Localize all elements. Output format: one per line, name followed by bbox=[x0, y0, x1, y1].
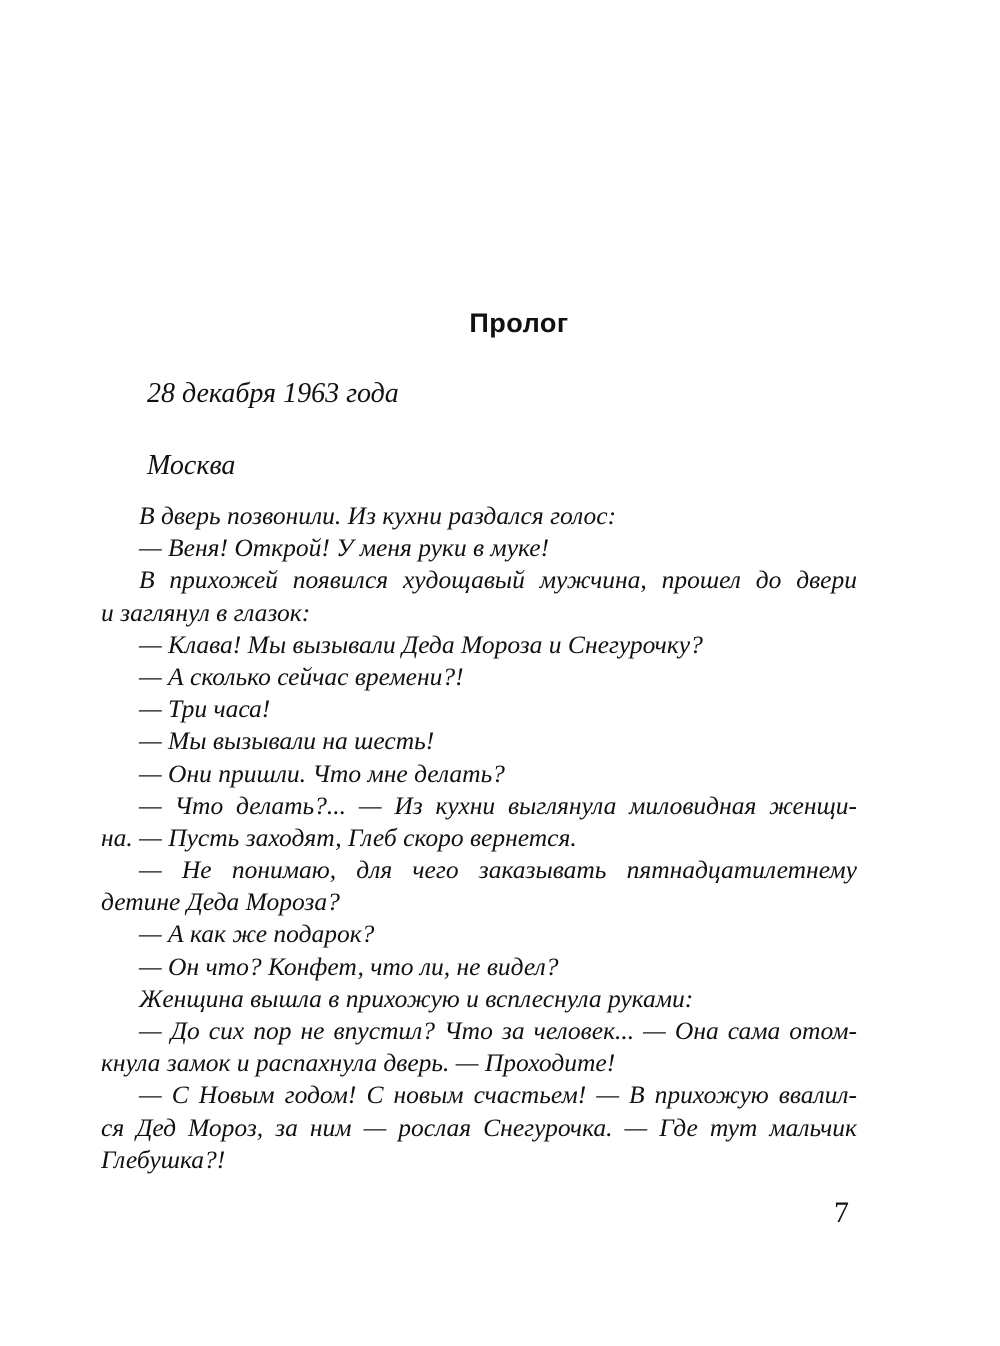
text-line: ся Дед Мороз, за ним — рослая Снегурочка. — Где тут мальчик bbox=[101, 1112, 857, 1142]
text-line: — Веня! Открой! У меня руки в муке! bbox=[139, 533, 550, 563]
text-line: детине Деда Мороза? bbox=[101, 887, 340, 917]
text-line: на. — Пусть заходят, Глеб скоро вернется. bbox=[101, 822, 577, 852]
text-line: — Не понимаю, для чего заказывать пятнадцатилетнему bbox=[139, 855, 857, 885]
text-line: В дверь позвонили. Из кухни раздался голос: bbox=[139, 501, 617, 530]
text-line: — Клава! Мы вызывали Деда Мороза и Снегурочку? bbox=[139, 629, 703, 659]
text-line: — А как же подарок? bbox=[139, 919, 375, 949]
dateline: 28 декабря 1963 года bbox=[147, 378, 399, 409]
chapter-title: Пролог bbox=[469, 308, 569, 338]
text-line: В прихожей появился худощавый мужчина, прошел до двери bbox=[139, 565, 857, 595]
place-line: Москва bbox=[147, 450, 236, 481]
text-line: Женщина вышла в прихожую и всплеснула руками: bbox=[139, 983, 694, 1013]
text-line: — С Новым годом! С новым счастьем! — В прихожую ввалил- bbox=[139, 1080, 857, 1110]
text-line: — Что делать?... — Из кухни выглянула миловидная женщи- bbox=[139, 790, 857, 820]
text-line: кнула замок и распахнула дверь. — Проходите! bbox=[101, 1048, 616, 1078]
text-line: — До сих пор не впустил? Что за человек... — Она сама отом- bbox=[139, 1016, 857, 1045]
text-line: — Три часа! bbox=[139, 694, 271, 724]
text-line: — Мы вызывали на шесть! bbox=[139, 726, 435, 756]
page-number: 7 bbox=[834, 1196, 849, 1229]
text-line: — Он что? Конфет, что ли, не видел? bbox=[139, 951, 559, 981]
body-text bbox=[101, 500, 857, 1176]
text-line: — Они пришли. Что мне делать? bbox=[139, 758, 505, 788]
text-line: и заглянул в глазок: bbox=[101, 597, 311, 627]
text-line: Глебушка?! bbox=[101, 1144, 226, 1174]
text-line: — А сколько сейчас времени?! bbox=[139, 661, 464, 691]
